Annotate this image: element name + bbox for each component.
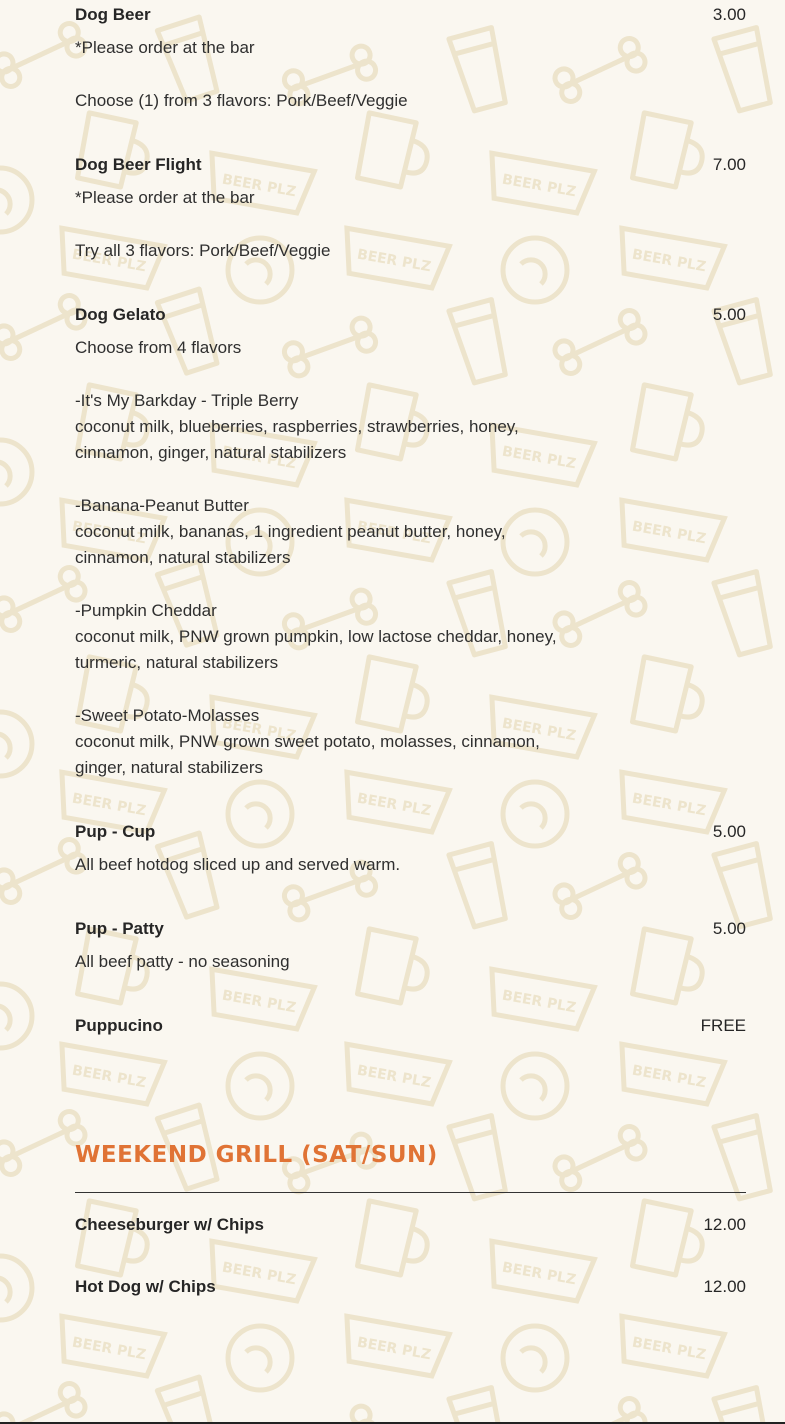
menu-item-price: FREE xyxy=(700,1016,746,1035)
menu-item-header xyxy=(75,1276,746,1298)
menu-item xyxy=(75,1276,746,1298)
description-line: All beef patty - no seasoning xyxy=(75,952,290,971)
menu-item-description xyxy=(75,949,605,975)
menu-item-description xyxy=(75,852,605,878)
description-line: cinnamon, natural stabilizers xyxy=(75,548,291,567)
description-line: Choose from 4 flavors xyxy=(75,338,242,357)
menu-item-name: Pup - Patty xyxy=(75,919,164,938)
menu-item-price: 12.00 xyxy=(703,1277,746,1296)
menu-item-price: 3.00 xyxy=(712,5,746,24)
menu-item-description xyxy=(75,185,605,264)
menu-item-name: Cheeseburger w/ Chips xyxy=(75,1215,264,1234)
menu-item-description xyxy=(75,35,605,114)
description-line: coconut milk, PNW grown sweet potato, molasses, cinnamon, xyxy=(75,732,540,751)
section-divider xyxy=(75,1192,746,1193)
menu-item-header xyxy=(75,1214,746,1236)
description-line: -Sweet Potato-Molasses xyxy=(75,706,260,725)
menu-item-description xyxy=(75,335,605,781)
menu-item-price: 7.00 xyxy=(712,155,746,174)
menu-item-name: Dog Beer Flight xyxy=(75,155,202,174)
menu-item-name: Dog Beer xyxy=(75,5,151,24)
menu-item-header xyxy=(75,1015,746,1037)
description-line: -It's My Barkday - Triple Berry xyxy=(75,391,299,410)
description-line: coconut milk, blueberries, raspberries, strawberries, honey, xyxy=(75,417,519,436)
menu-item-name: Dog Gelato xyxy=(75,305,166,324)
description-line: ginger, natural stabilizers xyxy=(75,758,264,777)
menu-item xyxy=(75,918,746,975)
menu-item-header xyxy=(75,918,746,940)
description-line: -Banana-Peanut Butter xyxy=(75,496,249,515)
menu-item-header xyxy=(75,154,746,176)
description-line: Choose (1) from 3 flavors: Pork/Beef/Veggie xyxy=(75,91,408,110)
description-line: turmeric, natural stabilizers xyxy=(75,653,279,672)
menu-item-price: 5.00 xyxy=(712,919,746,938)
menu-item-price: 5.00 xyxy=(712,305,746,324)
menu-item-header xyxy=(75,304,746,326)
menu-item-name: Pup - Cup xyxy=(75,822,156,841)
menu-item xyxy=(75,1214,746,1236)
description-line: *Please order at the bar xyxy=(75,38,255,57)
menu-item-header xyxy=(75,821,746,843)
description-line: -Pumpkin Cheddar xyxy=(75,601,217,620)
menu-item-price: 5.00 xyxy=(712,822,746,841)
section-title: WEEKEND GRILL (SAT/SUN) xyxy=(75,1142,438,1168)
menu-item-name: Puppucino xyxy=(75,1016,163,1035)
menu-item xyxy=(75,304,746,781)
menu-item xyxy=(75,4,746,114)
menu-item-price: 12.00 xyxy=(703,1215,746,1234)
description-line: coconut milk, bananas, 1 ingredient peanut butter, honey, xyxy=(75,522,506,541)
description-line: cinnamon, ginger, natural stabilizers xyxy=(75,443,347,462)
description-line: All beef hotdog sliced up and served warm. xyxy=(75,855,401,874)
menu-item xyxy=(75,821,746,878)
description-line: coconut milk, PNW grown pumpkin, low lactose cheddar, honey, xyxy=(75,627,557,646)
description-line: *Please order at the bar xyxy=(75,188,255,207)
menu-item xyxy=(75,1015,746,1037)
menu-item-header xyxy=(75,4,746,26)
menu-item xyxy=(75,154,746,264)
description-line: Try all 3 flavors: Pork/Beef/Veggie xyxy=(75,241,331,260)
menu-item-name: Hot Dog w/ Chips xyxy=(75,1277,216,1296)
